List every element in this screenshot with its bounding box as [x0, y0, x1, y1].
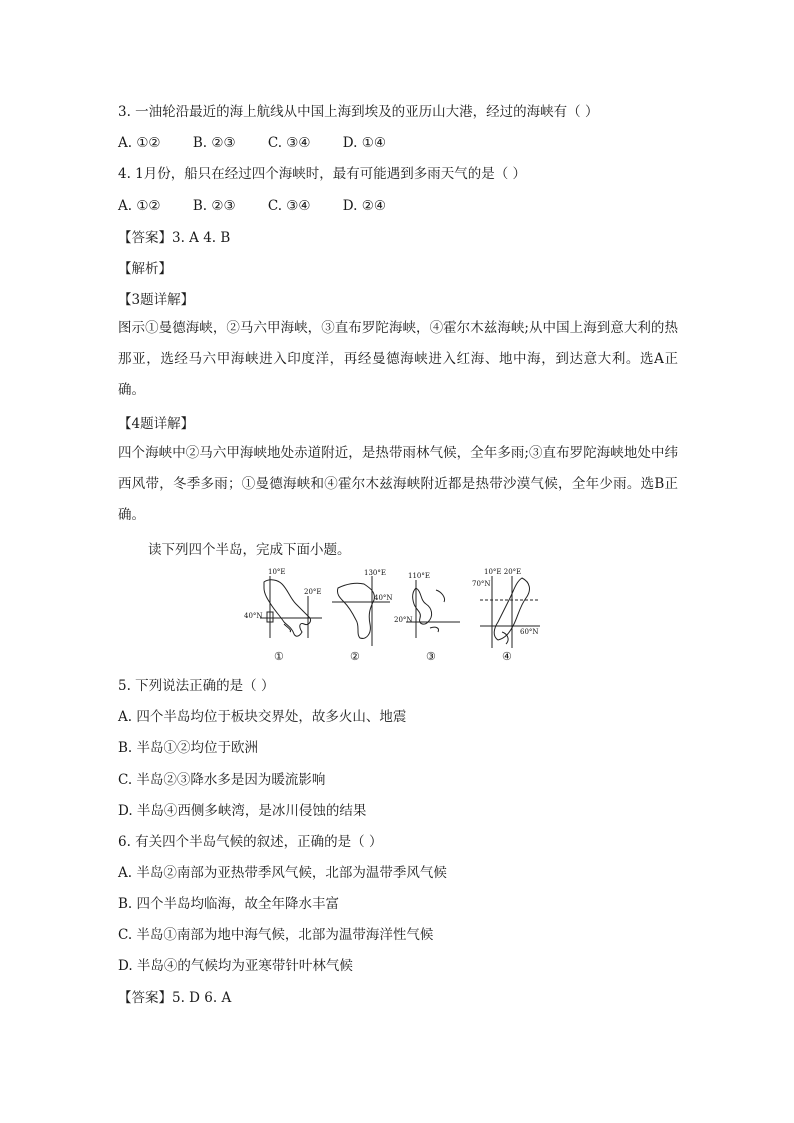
option-c: C. ③④ [267, 198, 311, 214]
answer-line: 【答案】3. A 4. B [118, 230, 231, 246]
analysis-title: 【解析】 [118, 261, 172, 277]
peninsula-figure [240, 566, 550, 666]
question-6-option-c: C. 半岛①南部为地中海气候，北部为温带海洋性气候 [118, 927, 434, 943]
coord-label: 40°N [374, 594, 393, 602]
figure-label-3: ③ [426, 650, 436, 663]
figure-label-2: ② [350, 650, 360, 663]
figure-label-4: ④ [502, 650, 512, 663]
coord-label: 20°E [304, 588, 322, 596]
island-shape [436, 590, 445, 602]
question-6-option-d: D. 半岛④的气候均为亚寒带针叶林气候 [118, 958, 353, 974]
coord-label: 40°N [244, 612, 263, 620]
intro-text: 读下列四个半岛，完成下面小题。 [148, 542, 351, 558]
peninsula-maps-image [240, 566, 550, 666]
coord-label: 20°N [394, 616, 413, 624]
option-d: D. ②④ [342, 198, 386, 214]
coord-label: 70°N [472, 580, 491, 588]
question-6-option-a: A. 半岛②南部为亚热带季风气候，北部为温带季风气候 [118, 865, 447, 881]
question-5-option-a: A. 四个半岛均位于板块交界处，故多火山、地震 [118, 709, 407, 725]
question-5-option-c: C. 半岛②③降水多是因为暖流影响 [118, 772, 326, 788]
coord-label: 10°E [268, 568, 286, 576]
peninsula-2-outline [337, 583, 374, 638]
island-shape [430, 627, 439, 632]
question-3-options [118, 134, 414, 152]
option-b: B. ②③ [192, 135, 236, 151]
detail-4-text: 四个海峡中②马六甲海峡地处赤道附近，是热带雨林气候，全年多雨;③直布罗陀海峡地处中纬西风带，冬季多雨；①曼德海峡和④霍尔木兹海峡附近都是热带沙漠气候，全年少雨。选B正确。 [118, 445, 678, 523]
question-6-option-b: B. 四个半岛均临海，故全年降水丰富 [118, 896, 340, 912]
detail-4-title: 【4题详解】 [118, 416, 195, 432]
question-5-option-d: D. 半岛④西侧多峡湾，是冰川侵蚀的结果 [118, 803, 367, 819]
coord-label: 110°E [408, 572, 430, 580]
figure-label-1: ① [274, 650, 284, 663]
coord-label: 130°E [364, 569, 386, 577]
question-5-option-b: B. 半岛①②均位于欧洲 [118, 740, 259, 756]
question-5-stem: 5. 下列说法正确的是（ ） [118, 678, 275, 694]
option-b: B. ②③ [192, 198, 236, 214]
coord-label: 10°E 20°E [484, 568, 522, 576]
option-c: C. ③④ [267, 135, 311, 151]
option-d: D. ①④ [342, 135, 386, 151]
question-4-options [118, 197, 414, 215]
coord-label: 60°N [520, 628, 539, 636]
question-4-stem: 4. 1月份，船只在经过四个海峡时，最有可能遇到多雨天气的是（ ） [118, 166, 527, 182]
option-a: A. ①② [118, 198, 161, 214]
detail-3-text: 图示①曼德海峡，②马六甲海峡，③直布罗陀海峡，④霍尔木兹海峡;从中国上海到意大利的热那亚，选经马六甲海峡进入印度洋，再经曼德海峡进入红海、地中海，到达意大利。选A正确。 [118, 320, 678, 398]
answer-line: 【答案】5. D 6. A [118, 990, 232, 1006]
detail-3-title: 【3题详解】 [118, 292, 195, 308]
question-6-stem: 6. 有关四个半岛气候的叙述，正确的是（ ） [118, 834, 383, 850]
option-a: A. ①② [118, 135, 161, 151]
question-3-stem: 3. 一油轮沿最近的海上航线从中国上海到埃及的亚历山大港，经过的海峡有（ ） [118, 104, 599, 120]
